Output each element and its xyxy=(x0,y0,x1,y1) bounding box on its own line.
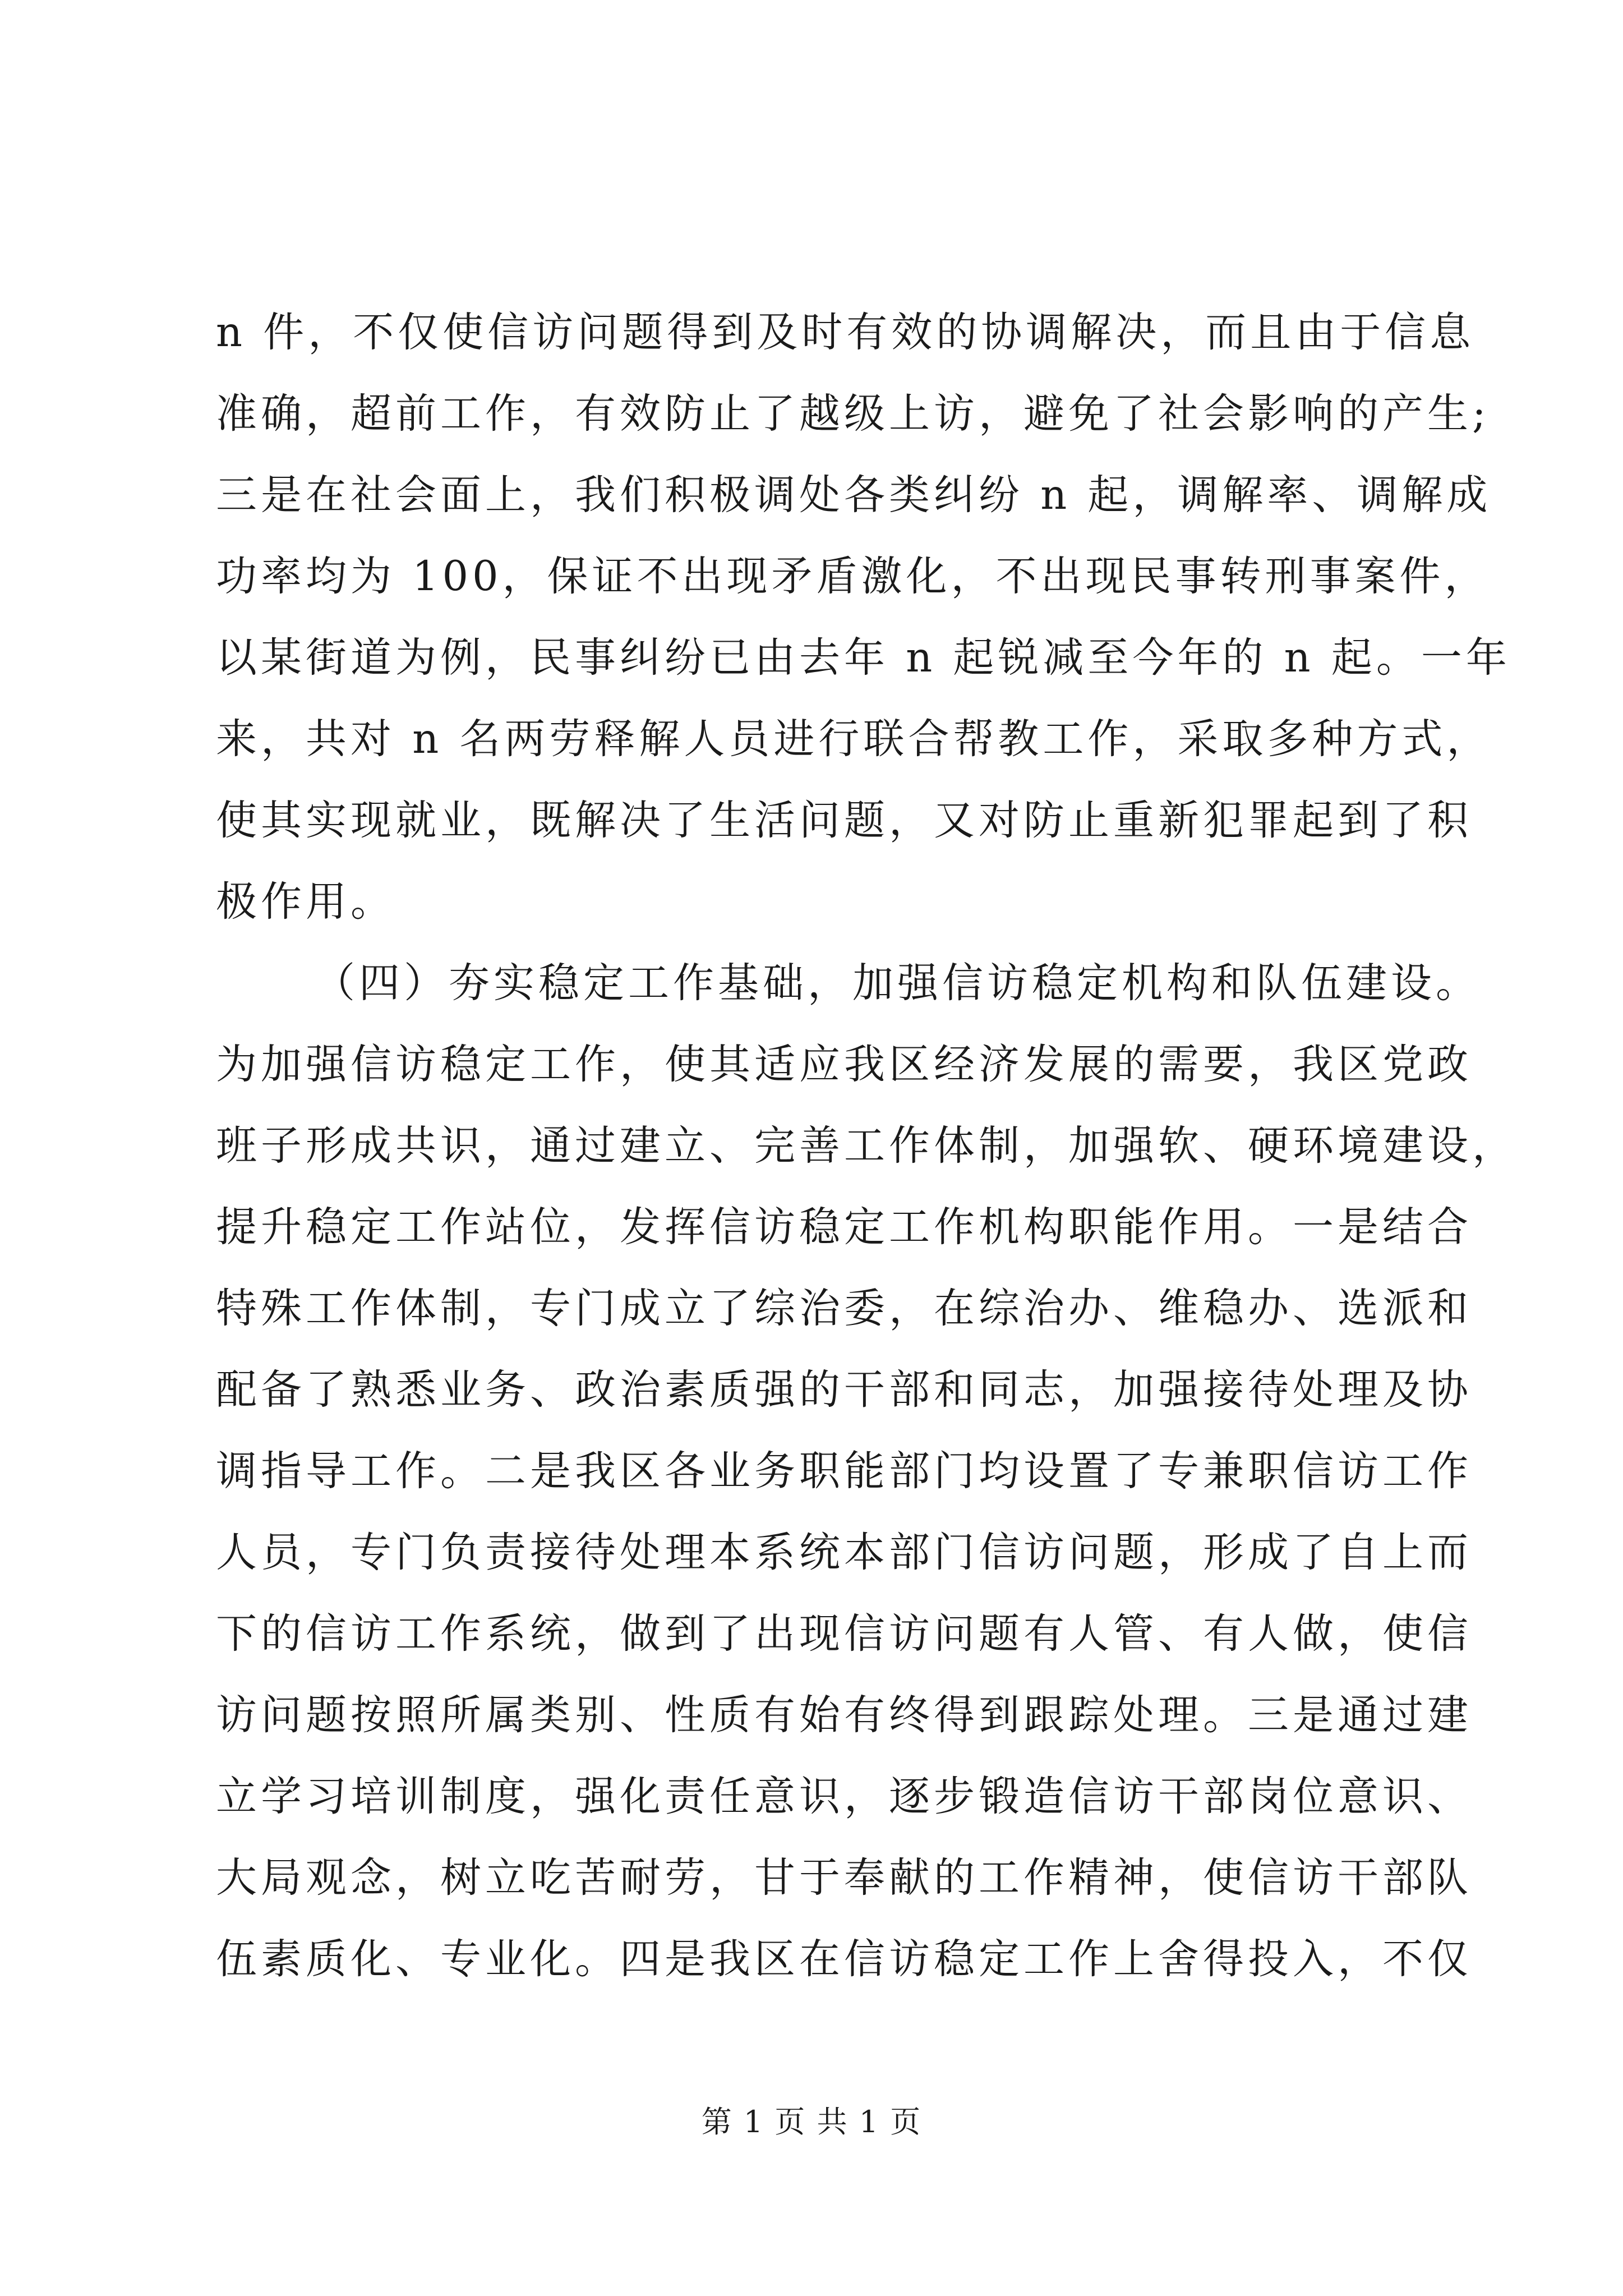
paragraph-2-line-3: 班子形成共识，通过建立、完善工作体制，加强软、硬环境建设， xyxy=(216,1122,1517,1170)
paragraph-2-line-10: 访问题按照所属类别、性质有始有终得到跟踪处理。三是通过建 xyxy=(216,1691,1472,1739)
page-number-label: 第 1 页 共 1 页 xyxy=(701,2104,922,2139)
paragraph-1-line-7: 使其实现就业，既解决了生活问题，又对防止重新犯罪起到了积 xyxy=(216,797,1472,844)
paragraph-1-line-8: 极作用。 xyxy=(216,878,395,926)
paragraph-2-heading-line: （四）夯实稳定工作基础，加强信访稳定机构和队伍建设。 xyxy=(314,959,1481,1007)
paragraph-1-line-3: 三是在社会面上，我们积极调处各类纠纷 n 起，调解率、调解成 xyxy=(216,471,1492,519)
paragraph-2-line-8: 人员，专门负责接待处理本系统本部门信访问题，形成了自上而 xyxy=(216,1529,1472,1576)
paragraph-1-line-2: 准确，超前工作，有效防止了越级上访，避免了社会影响的产生; xyxy=(216,390,1490,438)
paragraph-1-line-4: 功率均为 100，保证不出现矛盾激化，不出现民事转刑事案件， xyxy=(216,553,1490,600)
paragraph-2-line-5: 特殊工作体制，专门成立了综治委，在综治办、维稳办、选派和 xyxy=(216,1285,1472,1332)
paragraph-2-line-2: 为加强信访稳定工作，使其适应我区经济发展的需要，我区党政 xyxy=(216,1041,1472,1088)
paragraph-1-line-1: n 件，不仅使信访问题得到及时有效的协调解决，而且由于信息 xyxy=(216,309,1475,356)
paragraph-1-line-6: 来，共对 n 名两劳释解人员进行联合帮教工作，采取多种方式， xyxy=(216,715,1492,763)
paragraph-2-line-11: 立学习培训制度，强化责任意识，逐步锻造信访干部岗位意识、 xyxy=(216,1773,1472,1820)
paragraph-1-line-5: 以某街道为例，民事纠纷已由去年 n 起锐减至今年的 n 起。一年 xyxy=(216,634,1511,682)
paragraph-2-line-6: 配备了熟悉业务、政治素质强的干部和同志，加强接待处理及协 xyxy=(216,1366,1472,1414)
paragraph-2-line-9: 下的信访工作系统，做到了出现信访问题有人管、有人做，使信 xyxy=(216,1610,1472,1658)
page-footer xyxy=(0,2098,1623,2141)
paragraph-2-line-13: 伍素质化、专业化。四是我区在信访稳定工作上舍得投入，不仅 xyxy=(216,1935,1472,1983)
document-body xyxy=(216,292,1517,2000)
paragraph-2-line-7: 调指导工作。二是我区各业务职能部门均设置了专兼职信访工作 xyxy=(216,1447,1472,1495)
paragraph-2-line-12: 大局观念，树立吃苦耐劳，甘于奉献的工作精神，使信访干部队 xyxy=(216,1854,1472,1902)
paragraph-2-line-4: 提升稳定工作站位，发挥信访稳定工作机构职能作用。一是结合 xyxy=(216,1203,1472,1251)
